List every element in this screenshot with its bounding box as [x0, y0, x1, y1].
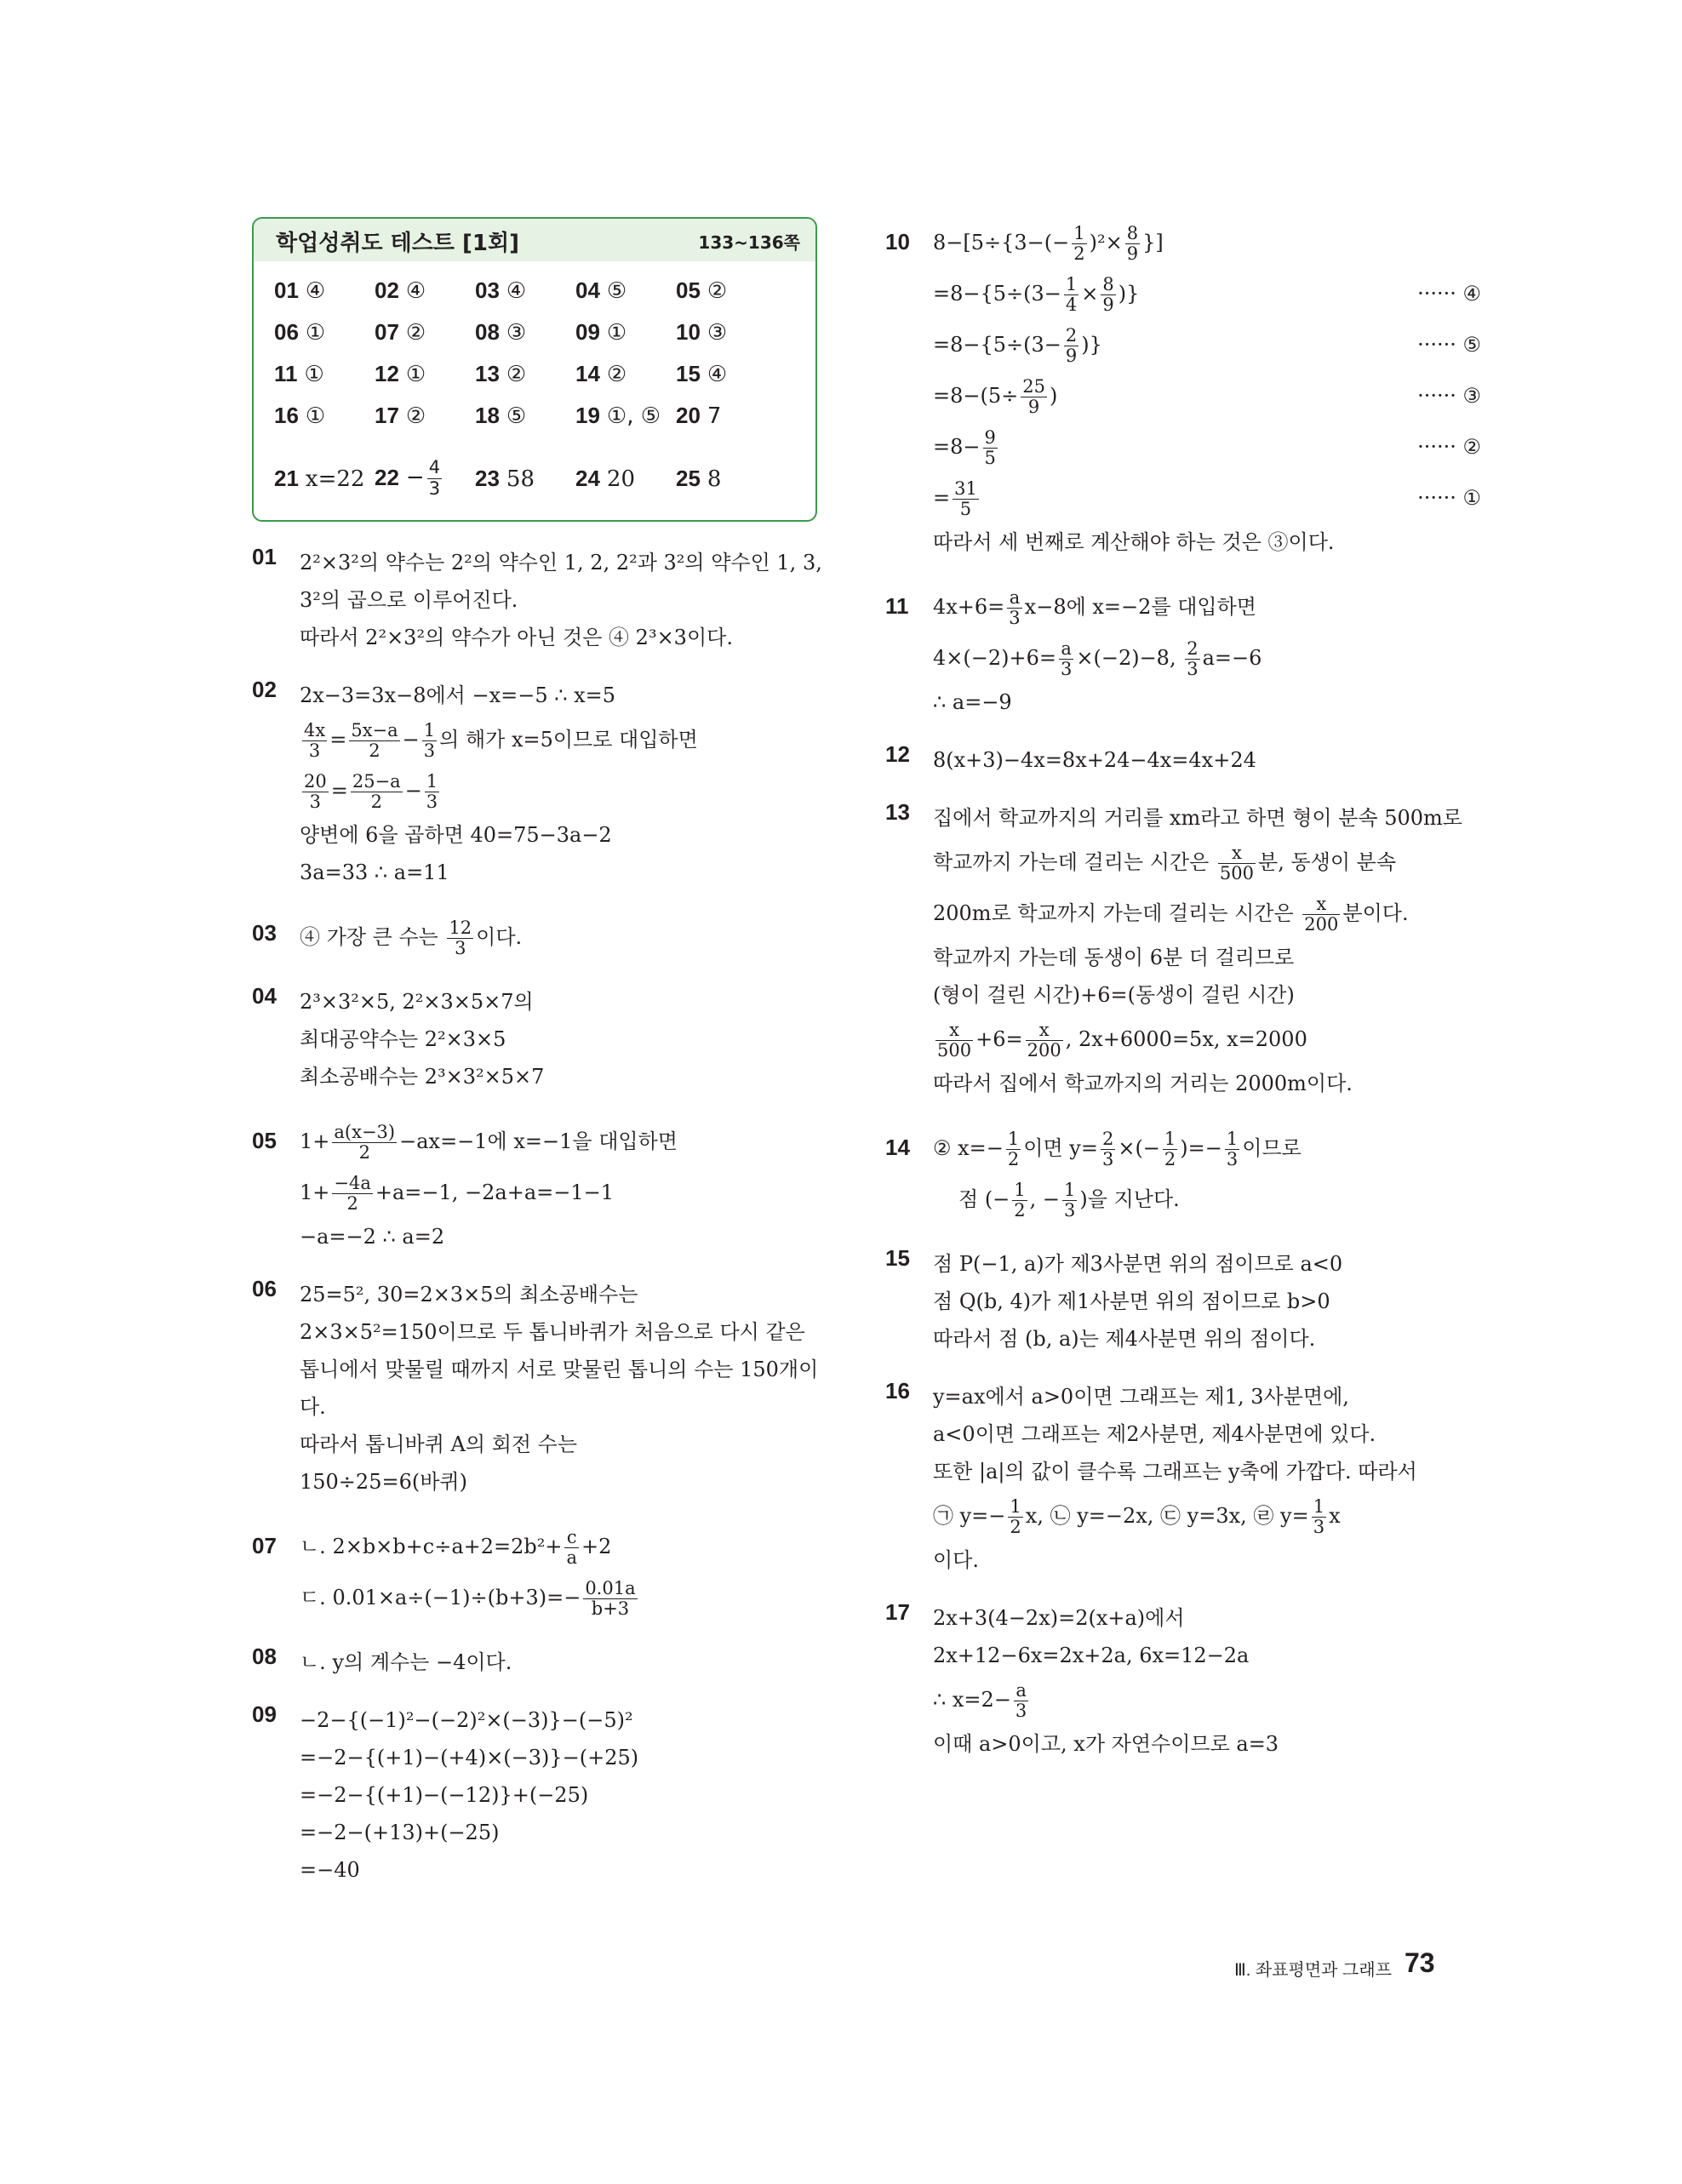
- answer-cell: 20 7: [676, 403, 722, 429]
- answer-cell: 05 ②: [676, 277, 728, 304]
- answer-cell: 15 ④: [676, 361, 728, 387]
- chapter-label: Ⅲ. 좌표평면과 그래프: [1234, 1961, 1393, 1980]
- left-column: [252, 217, 831, 1889]
- solution-15: 15 점 P(−1, a)가 제3사분면 위의 점이므로 a<0 점 Q(b, 4)가 제1사분면 위의 점이므로 b>0 따라서 점 (b, a)는 제4사분면 위의 점이다.: [885, 1245, 1343, 1351]
- answer-row: [274, 312, 802, 353]
- answer-key-header: [254, 219, 815, 261]
- answer-cell: 03 ④: [475, 277, 527, 304]
- solution-02: 02 2x−3=3x−8에서 −x=−5 ∴ x=5 $\frac{4x}{3}$ = $\frac{5x-a}{2}$ − $\frac{1}{3}$ 의 해가 x=5이므로 대입하면 $\frac{20}{3}$ = $\frac{25-a}{2}$ − $\frac{1}{3}$ 양변에 6을 곱하면 40=75−3a−2 3a=33 ∴ a=11: [252, 677, 698, 884]
- answer-cell: 07 ②: [375, 319, 426, 346]
- solution-16: 16 y=ax에서 a>0이면 그래프는 제1, 3사분면에, a<0이면 그래프는 제2사분면, 제4사분면에 있다. 또한 |a|의 값이 클수록 그래프는 y축에 가깝다. 따라서 ㉠ y=− $\frac{1}{2}$ x, ㉡ y=−2x, ㉢ y=3x, ㉣ y= $\frac{1}{3}$ x 이다.: [885, 1378, 1417, 1572]
- answer-key-box: [252, 217, 817, 522]
- answer-row: [274, 353, 802, 395]
- answer-cell: 14 ②: [575, 361, 627, 387]
- answer-cell: 13 ②: [475, 361, 527, 387]
- answer-cell: 06 ①: [274, 319, 326, 346]
- answer-key-title: 학업성취도 테스트 [1회]: [276, 231, 520, 256]
- answer-cell: 11 ①: [274, 361, 324, 387]
- solution-17: 17 2x+3(4−2x)=2(x+a)에서 2x+12−6x=2x+2a, 6x=12−2a ∴ x=2− $\frac{a}{3}$ 이때 a>0이고, x가 자연수이므로 a=3: [885, 1599, 1279, 1756]
- solution-08: 08 ㄴ. y의 계수는 −4이다.: [252, 1644, 512, 1674]
- solution-04: 04 2³×3²×5, 2²×3×5×7의 최대공약수는 2²×3×5 최소공배수는 2³×3²×5×7: [252, 983, 545, 1089]
- solution-03: 03 ④ 가장 큰 수는 $\frac{12}{3}$ 이다.: [252, 917, 523, 958]
- answer-row: [274, 270, 802, 312]
- answer-cell: 01 ④: [274, 277, 326, 304]
- solution-05: 05 1+ $\frac{a(x-3)}{2}$ −ax=−1에 x=−1을 대입하면 1+ $\frac{-4a}{2}$ +a=−1, −2a+a=−1−1 −a=−2 ∴ a=2: [252, 1121, 678, 1249]
- solution-13: 13 집에서 학교까지의 거리를 xm라고 하면 형이 분속 500m로 학교까지 가는데 걸리는 시간은 $\frac{x}{500}$ 분, 동생이 분속 200m로 학교까지 가는데 걸리는 시간은 $\frac{x}{200}$ 분이다. 학교까지 가는데 동생이 6분 더 걸리므로 (형이 걸린 시간)+6=(동생이 걸린 시간) $\frac{x}{500}$ +6= $\frac{x}{200}$ , 2x+6000=5x, x=2000 따라서 집에서 학교까지의 거리는 2000m이다.: [885, 799, 1462, 1095]
- answer-key-pages: 133~136쪽: [698, 232, 800, 253]
- answer-cell: 12 ①: [375, 361, 426, 387]
- answer-cell: 04 ⑤: [575, 277, 627, 304]
- answer-grid: [254, 261, 815, 443]
- solution-01: 01 2²×3²의 약수는 2²의 약수인 1, 2, 2²과 3²의 약수인 1, 3, 3²의 곱으로 이루어진다. 따라서 2²×3²의 약수가 아닌 것은 ④ 2³×3이다.: [252, 544, 822, 649]
- solution-06: 06 25=5², 30=2×3×5의 최소공배수는 2×3×5²=150이므로 두 톱니바퀴가 처음으로 다시 같은 톱니에서 맞물릴 때까지 서로 맞물린 톱니의 수는 150개이 다. 따라서 톱니바퀴 A의 회전 수는 150÷25=6(바퀴): [252, 1276, 819, 1494]
- solution-07: 07 ㄴ. 2×b×b+c÷a+2=2b²+ $\frac{c}{a}$ +2 ㄷ. 0.01×a÷(−1)÷(b+3)=− $\frac{0.01a}{b+3}$: [252, 1526, 636, 1619]
- solution-10: 10 8−[5÷{3−(− $\frac{1}{2}$ )²× $\frac{8}{9}$ }] =8−{5÷(3− $\frac{1}{4}$ × $\frac{8}{9}$ )} ······ ④ =8−{5÷(3− $\frac{2}{9}$ )} ······ ⑤ =8−(5÷ $\frac{25}{9}$ ) ······ ③ =8− $\frac{9}{5}$ ······ ② = $\frac{31}{5}$ ······ ① 따라서 세 번째로 계산해야 하는 것은 ③이다.: [885, 222, 1481, 554]
- solution-12: 12 8(x+3)−4x=8x+24−4x=4x+24: [885, 741, 1256, 772]
- answer-cell: 17 ②: [375, 403, 426, 429]
- answer-cell: 02 ④: [375, 277, 426, 304]
- solution-09: 09 −2−{(−1)²−(−2)²×(−3)}−(−5)² =−2−{(+1)−(+4)×(−3)}−(+25) =−2−{(+1)−(−12)}+(−25) =−2−(+13)+(−25) =−40: [252, 1701, 639, 1882]
- answer-row: [274, 395, 802, 437]
- page-number: 73: [1405, 1947, 1435, 1978]
- answer-cell: 16 ①: [274, 403, 326, 429]
- solution-14: 14 ② x=− $\frac{1}{2}$ 이면 y= $\frac{2}{3}$ ×(− $\frac{1}{2}$ )=− $\frac{1}{3}$ 이므로 점 (− $\frac{1}{2}$ , − $\frac{1}{3}$ )을 지난다.: [885, 1128, 1302, 1221]
- right-column: [885, 217, 1481, 1763]
- answer-cell: 19 ①, ⑤: [575, 403, 661, 429]
- answer-cell: 08 ③: [475, 319, 527, 346]
- solution-11: 11 4x+6= $\frac{a}{3}$ x−8에 x=−2를 대입하면 4×(−2)+6= $\frac{a}{3}$ ×(−2)−8, $\frac{2}{3}$ a=−6 ∴ a=−9: [885, 586, 1262, 714]
- answer-cell: 10 ③: [676, 319, 728, 346]
- answer-cell: 09 ①: [575, 319, 627, 346]
- answer-row: 21 x=22 22 − $\frac{4}{3}$ 23 58 24 20 25 8: [274, 457, 722, 499]
- answer-cell: 18 ⑤: [475, 403, 527, 429]
